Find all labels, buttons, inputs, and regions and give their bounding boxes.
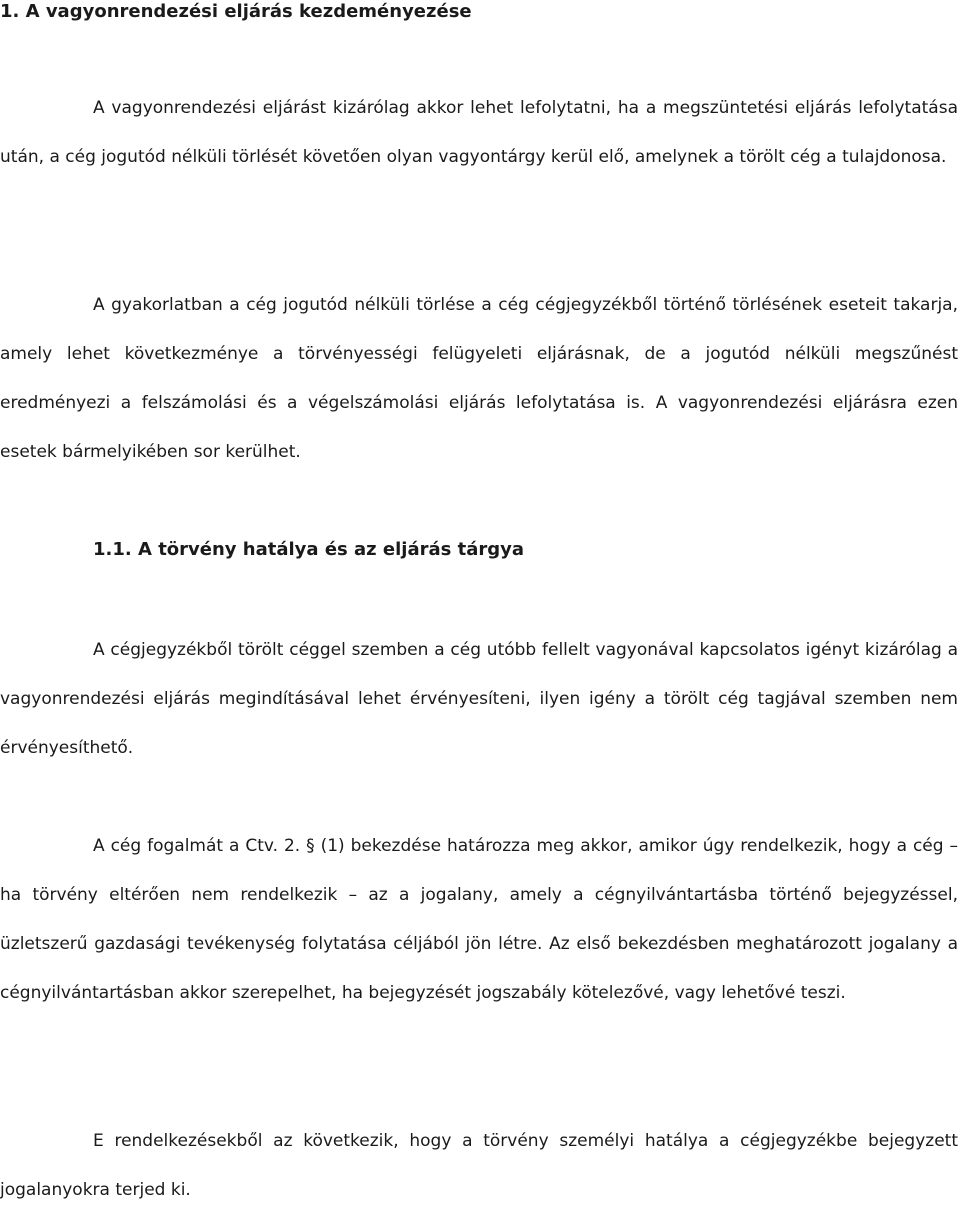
section-title: 1. A vagyonrendezési eljárás kezdeményezése (0, 1, 472, 22)
paragraph: A cég fogalmát a Ctv. 2. § (1) bekezdése határozza meg akkor, amikor úgy rendelkezik, hogy a cég – ha törvény eltérően nem rendelkezik – az a jogalany, amely a cégnyilvántartásba történő bejegyzéssel, üzletszerű gazdasági tevékenység folytatása céljából jön létre. Az első bekezdésben meghatározott jogalany a cégnyilvántartásban akkor szerepelhet, ha bejegyzését jogszabály kötelezővé, vagy lehetővé teszi. (0, 836, 958, 1003)
paragraph: E rendelkezésekből az következik, hogy a törvény személyi hatálya a cégjegyzékbe bejegyzett jogalanyokra terjed ki. (0, 1131, 958, 1200)
paragraph: A gyakorlatban a cég jogutód nélküli törlése a cég cégjegyzékből történő törlésének eseteit takarja, amely lehet következménye a törvényességi felügyeleti eljárásnak, de a jogutód nélküli megszűnést eredményezi a felszámolási és a végelszámolási eljárás lefolytatása is. A vagyonrendezési eljárásra ezen esetek bármelyikében sor kerülhet. (0, 295, 958, 462)
subsection-title: 1.1. A törvény hatálya és az eljárás tárgya (93, 539, 524, 560)
paragraph: A vagyonrendezési eljárást kizárólag akkor lehet lefolytatni, ha a megszüntetési eljárás lefolytatása után, a cég jogutód nélküli törlését követően olyan vagyontárgy kerül elő, amelynek a törölt cég a tulajdonosa. (0, 98, 958, 167)
paragraph: A cégjegyzékből törölt céggel szemben a cég utóbb fellelt vagyonával kapcsolatos igényt kizárólag a vagyonrendezési eljárás megindításával lehet érvényesíteni, ilyen igény a törölt cég tagjával szemben nem érvényesíthető. (0, 640, 958, 758)
